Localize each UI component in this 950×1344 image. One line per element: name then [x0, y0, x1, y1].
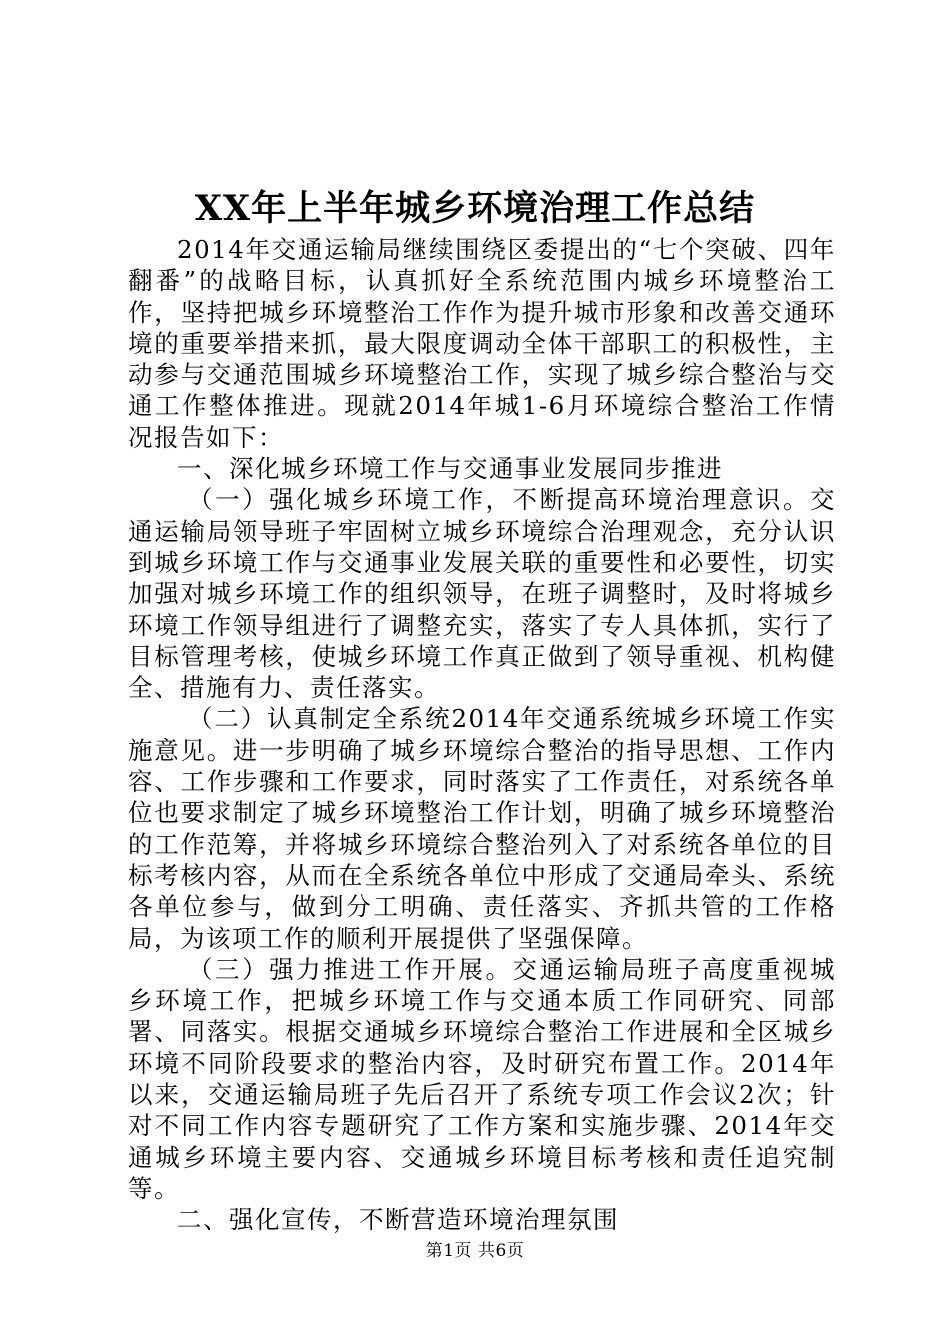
subsection-paragraph-2: （二）认真制定全系统2014年交通系统城乡环境工作实施意见。进一步明确了城乡环境综合整治的指导思想、工作内容、工作步骤和工作要求，同时落实了工作责任，对系统各单位也要求制定了城乡环境整治工作计划，明确了城乡环境整治的工作范筹，并将城乡环境综合整治列入了对系统各单位的目标考核内容，从而在全系统各单位中形成了交通局牵头、系统各单位参与，做到分工明确、责任落实、齐抓共管的工作格局，为该项工作的顺利开展提供了坚强保障。	[128, 704, 836, 953]
document-title: XX年上半年城乡环境治理工作总结	[194, 188, 756, 229]
intro-paragraph: 2014年交通运输局继续围绕区委提出的“七个突破、四年翻番”的战略目标，认真抓好全系统范围内城乡环境整治工作，坚持把城乡环境整治工作作为提升城市形象和改善交通环境的重要举措来抓，最大限度调动全体干部职工的积极性，主动参与交通范围城乡环境整治工作，实现了城乡综合整治与交通工作整体推进。现就2014年城1-6月环境综合整治工作情况报告如下：	[128, 235, 836, 452]
subsection-paragraph-1: （一）强化城乡环境工作，不断提高环境治理意识。交通运输局领导班子牢固树立城乡环境综合治理观念，充分认识到城乡环境工作与交通事业发展关联的重要性和必要性，切实加强对城乡环境工作的组织领导，在班子调整时，及时将城乡环境工作领导组进行了调整充实，落实了专人具体抓，实行了目标管理考核，使城乡环境工作真正做到了领导重视、机构健全、措施有力、责任落实。	[128, 485, 836, 703]
subsection-paragraph-3: （三）强力推进工作开展。交通运输局班子高度重视城乡环境工作，把城乡环境工作与交通本质工作同研究、同部署、同落实。根据交通城乡环境综合整治工作进展和全区城乡环境不同阶段要求的整治内容，及时研究布置工作。2014年以来，交通运输局班子先后召开了系统专项工作会议2次；针对不同工作内容专题研究了工作方案和实施步骤、2014年交通城乡环境主要内容、交通城乡环境目标考核和责任追究制等。	[128, 954, 836, 1203]
section-heading-2: 二、强化宣传，不断营造环境治理氛围	[177, 1205, 619, 1235]
section-heading-1: 一、深化城乡环境工作与交通事业发展同步推进	[177, 454, 723, 484]
page-number-footer: 第1页 共6页	[425, 1241, 525, 1261]
document-body	[128, 234, 836, 1236]
